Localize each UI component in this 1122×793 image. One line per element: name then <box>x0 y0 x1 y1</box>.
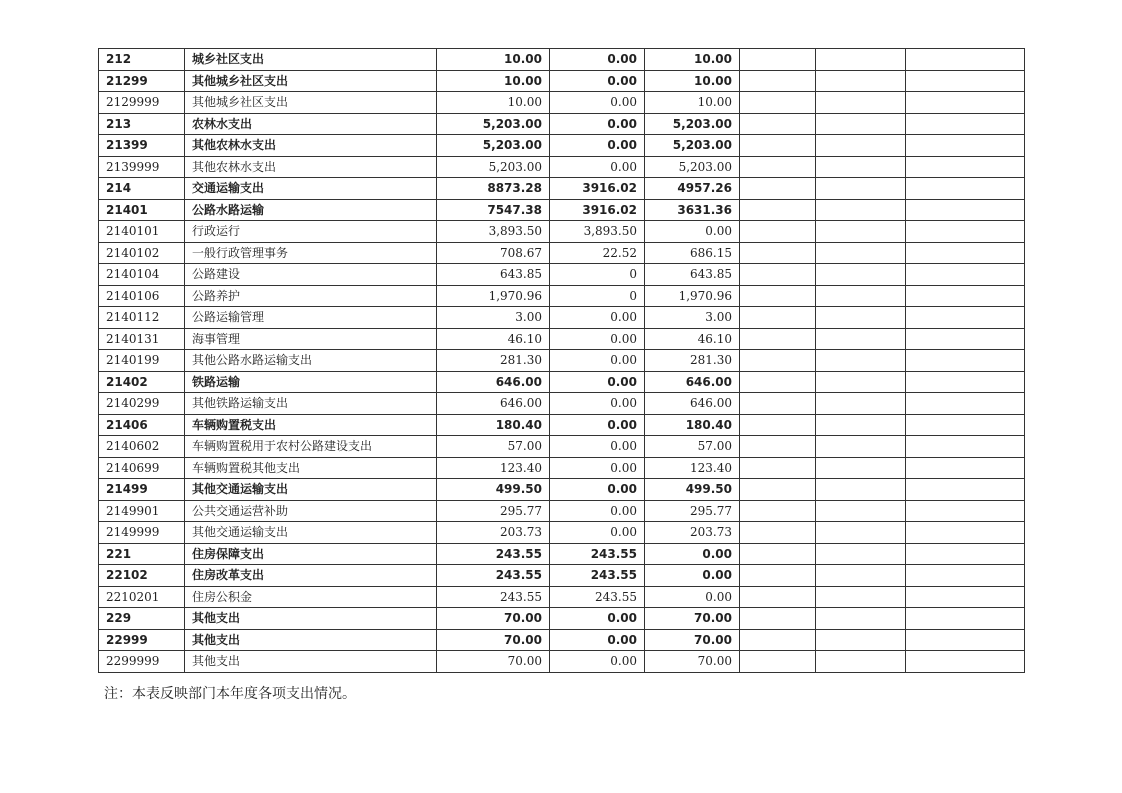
empty-cell-2 <box>816 651 906 673</box>
name-cell: 城乡社区支出 <box>185 49 437 71</box>
project-cell: 646.00 <box>645 371 740 393</box>
total-cell: 646.00 <box>437 371 550 393</box>
code-cell: 2140602 <box>99 436 185 458</box>
basic-cell: 0.00 <box>550 608 645 630</box>
project-cell: 686.15 <box>645 242 740 264</box>
empty-cell-2 <box>816 92 906 114</box>
empty-cell-1 <box>740 565 816 587</box>
project-cell: 0.00 <box>645 565 740 587</box>
table-row <box>99 350 1025 372</box>
table-row <box>99 156 1025 178</box>
total-cell: 8873.28 <box>437 178 550 200</box>
basic-cell: 3916.02 <box>550 178 645 200</box>
project-cell: 123.40 <box>645 457 740 479</box>
basic-cell: 3916.02 <box>550 199 645 221</box>
empty-cell-3 <box>906 565 1025 587</box>
basic-cell: 0.00 <box>550 307 645 329</box>
code-cell: 2210201 <box>99 586 185 608</box>
code-cell: 229 <box>99 608 185 630</box>
table-note: 注：本表反映部门本年度各项支出情况。 <box>104 686 356 702</box>
empty-cell-1 <box>740 500 816 522</box>
name-cell: 铁路运输 <box>185 371 437 393</box>
project-cell: 295.77 <box>645 500 740 522</box>
empty-cell-3 <box>906 543 1025 565</box>
name-cell: 车辆购置税支出 <box>185 414 437 436</box>
empty-cell-3 <box>906 92 1025 114</box>
empty-cell-1 <box>740 608 816 630</box>
empty-cell-2 <box>816 328 906 350</box>
project-cell: 57.00 <box>645 436 740 458</box>
total-cell: 5,203.00 <box>437 113 550 135</box>
name-cell: 行政运行 <box>185 221 437 243</box>
empty-cell-1 <box>740 350 816 372</box>
total-cell: 499.50 <box>437 479 550 501</box>
project-cell: 10.00 <box>645 92 740 114</box>
name-cell: 其他城乡社区支出 <box>185 92 437 114</box>
empty-cell-3 <box>906 285 1025 307</box>
project-cell: 3631.36 <box>645 199 740 221</box>
empty-cell-1 <box>740 328 816 350</box>
project-cell: 646.00 <box>645 393 740 415</box>
empty-cell-2 <box>816 113 906 135</box>
total-cell: 643.85 <box>437 264 550 286</box>
name-cell: 其他农林水支出 <box>185 156 437 178</box>
project-cell: 180.40 <box>645 414 740 436</box>
empty-cell-2 <box>816 436 906 458</box>
empty-cell-3 <box>906 651 1025 673</box>
table-row <box>99 629 1025 651</box>
empty-cell-3 <box>906 457 1025 479</box>
name-cell: 其他支出 <box>185 608 437 630</box>
empty-cell-1 <box>740 436 816 458</box>
table-row <box>99 586 1025 608</box>
empty-cell-1 <box>740 285 816 307</box>
table-row <box>99 651 1025 673</box>
empty-cell-3 <box>906 436 1025 458</box>
basic-cell: 0 <box>550 264 645 286</box>
table-row <box>99 543 1025 565</box>
table-row <box>99 70 1025 92</box>
total-cell: 10.00 <box>437 70 550 92</box>
project-cell: 203.73 <box>645 522 740 544</box>
name-cell: 公路养护 <box>185 285 437 307</box>
empty-cell-2 <box>816 522 906 544</box>
empty-cell-2 <box>816 350 906 372</box>
total-cell: 70.00 <box>437 608 550 630</box>
project-cell: 0.00 <box>645 586 740 608</box>
name-cell: 海事管理 <box>185 328 437 350</box>
basic-cell: 0.00 <box>550 457 645 479</box>
empty-cell-1 <box>740 457 816 479</box>
empty-cell-2 <box>816 221 906 243</box>
total-cell: 10.00 <box>437 92 550 114</box>
project-cell: 281.30 <box>645 350 740 372</box>
name-cell: 其他铁路运输支出 <box>185 393 437 415</box>
name-cell: 农林水支出 <box>185 113 437 135</box>
empty-cell-1 <box>740 92 816 114</box>
empty-cell-3 <box>906 393 1025 415</box>
empty-cell-3 <box>906 135 1025 157</box>
basic-cell: 0.00 <box>550 651 645 673</box>
empty-cell-3 <box>906 307 1025 329</box>
total-cell: 5,203.00 <box>437 135 550 157</box>
name-cell: 其他公路水路运输支出 <box>185 350 437 372</box>
code-cell: 2140102 <box>99 242 185 264</box>
empty-cell-3 <box>906 178 1025 200</box>
basic-cell: 0.00 <box>550 350 645 372</box>
empty-cell-2 <box>816 414 906 436</box>
empty-cell-2 <box>816 156 906 178</box>
empty-cell-3 <box>906 522 1025 544</box>
total-cell: 243.55 <box>437 565 550 587</box>
name-cell: 住房保障支出 <box>185 543 437 565</box>
table-row <box>99 457 1025 479</box>
table-row <box>99 500 1025 522</box>
project-cell: 10.00 <box>645 70 740 92</box>
code-cell: 2149901 <box>99 500 185 522</box>
total-cell: 123.40 <box>437 457 550 479</box>
empty-cell-3 <box>906 479 1025 501</box>
table-row <box>99 113 1025 135</box>
code-cell: 2140131 <box>99 328 185 350</box>
total-cell: 70.00 <box>437 629 550 651</box>
empty-cell-2 <box>816 307 906 329</box>
name-cell: 公路水路运输 <box>185 199 437 221</box>
code-cell: 22999 <box>99 629 185 651</box>
code-cell: 2140101 <box>99 221 185 243</box>
empty-cell-3 <box>906 500 1025 522</box>
basic-cell: 0.00 <box>550 522 645 544</box>
table-row <box>99 49 1025 71</box>
total-cell: 243.55 <box>437 543 550 565</box>
project-cell: 70.00 <box>645 629 740 651</box>
project-cell: 46.10 <box>645 328 740 350</box>
empty-cell-2 <box>816 135 906 157</box>
empty-cell-2 <box>816 242 906 264</box>
basic-cell: 0.00 <box>550 436 645 458</box>
empty-cell-3 <box>906 70 1025 92</box>
project-cell: 5,203.00 <box>645 113 740 135</box>
table-row <box>99 522 1025 544</box>
table-row <box>99 608 1025 630</box>
empty-cell-3 <box>906 629 1025 651</box>
table-row <box>99 328 1025 350</box>
table-row <box>99 393 1025 415</box>
empty-cell-1 <box>740 307 816 329</box>
table-row <box>99 242 1025 264</box>
empty-cell-2 <box>816 457 906 479</box>
basic-cell: 0.00 <box>550 629 645 651</box>
basic-cell: 0.00 <box>550 479 645 501</box>
empty-cell-2 <box>816 479 906 501</box>
empty-cell-2 <box>816 543 906 565</box>
name-cell: 一般行政管理事务 <box>185 242 437 264</box>
empty-cell-1 <box>740 113 816 135</box>
empty-cell-3 <box>906 264 1025 286</box>
empty-cell-3 <box>906 156 1025 178</box>
project-cell: 0.00 <box>645 543 740 565</box>
total-cell: 180.40 <box>437 414 550 436</box>
project-cell: 70.00 <box>645 608 740 630</box>
total-cell: 70.00 <box>437 651 550 673</box>
empty-cell-2 <box>816 70 906 92</box>
project-cell: 0.00 <box>645 221 740 243</box>
basic-cell: 0.00 <box>550 371 645 393</box>
empty-cell-1 <box>740 199 816 221</box>
basic-cell: 3,893.50 <box>550 221 645 243</box>
basic-cell: 0.00 <box>550 70 645 92</box>
basic-cell: 0.00 <box>550 500 645 522</box>
name-cell: 其他农林水支出 <box>185 135 437 157</box>
empty-cell-1 <box>740 156 816 178</box>
basic-cell: 243.55 <box>550 543 645 565</box>
table-row <box>99 92 1025 114</box>
basic-cell: 243.55 <box>550 586 645 608</box>
total-cell: 295.77 <box>437 500 550 522</box>
empty-cell-3 <box>906 113 1025 135</box>
empty-cell-2 <box>816 629 906 651</box>
code-cell: 2140112 <box>99 307 185 329</box>
table-row <box>99 479 1025 501</box>
total-cell: 3.00 <box>437 307 550 329</box>
project-cell: 3.00 <box>645 307 740 329</box>
empty-cell-2 <box>816 586 906 608</box>
empty-cell-3 <box>906 371 1025 393</box>
empty-cell-1 <box>740 135 816 157</box>
table-row <box>99 178 1025 200</box>
code-cell: 2139999 <box>99 156 185 178</box>
table-row <box>99 436 1025 458</box>
empty-cell-3 <box>906 328 1025 350</box>
empty-cell-2 <box>816 371 906 393</box>
project-cell: 4957.26 <box>645 178 740 200</box>
table-row <box>99 307 1025 329</box>
basic-cell: 0.00 <box>550 393 645 415</box>
project-cell: 1,970.96 <box>645 285 740 307</box>
code-cell: 2140699 <box>99 457 185 479</box>
code-cell: 213 <box>99 113 185 135</box>
name-cell: 住房改革支出 <box>185 565 437 587</box>
name-cell: 车辆购置税用于农村公路建设支出 <box>185 436 437 458</box>
code-cell: 21406 <box>99 414 185 436</box>
project-cell: 5,203.00 <box>645 156 740 178</box>
empty-cell-2 <box>816 199 906 221</box>
empty-cell-1 <box>740 651 816 673</box>
total-cell: 5,203.00 <box>437 156 550 178</box>
empty-cell-1 <box>740 178 816 200</box>
empty-cell-1 <box>740 543 816 565</box>
total-cell: 1,970.96 <box>437 285 550 307</box>
empty-cell-1 <box>740 221 816 243</box>
table-row <box>99 565 1025 587</box>
table-row <box>99 264 1025 286</box>
empty-cell-3 <box>906 242 1025 264</box>
empty-cell-1 <box>740 629 816 651</box>
table-body <box>99 49 1025 673</box>
empty-cell-2 <box>816 285 906 307</box>
name-cell: 车辆购置税其他支出 <box>185 457 437 479</box>
basic-cell: 22.52 <box>550 242 645 264</box>
empty-cell-3 <box>906 350 1025 372</box>
total-cell: 646.00 <box>437 393 550 415</box>
project-cell: 499.50 <box>645 479 740 501</box>
basic-cell: 243.55 <box>550 565 645 587</box>
empty-cell-2 <box>816 565 906 587</box>
table-row <box>99 371 1025 393</box>
code-cell: 22102 <box>99 565 185 587</box>
basic-cell: 0.00 <box>550 414 645 436</box>
project-cell: 5,203.00 <box>645 135 740 157</box>
empty-cell-1 <box>740 70 816 92</box>
table-row <box>99 414 1025 436</box>
empty-cell-2 <box>816 500 906 522</box>
basic-cell: 0 <box>550 285 645 307</box>
basic-cell: 0.00 <box>550 328 645 350</box>
name-cell: 其他交通运输支出 <box>185 522 437 544</box>
code-cell: 2299999 <box>99 651 185 673</box>
name-cell: 其他交通运输支出 <box>185 479 437 501</box>
table-row <box>99 221 1025 243</box>
empty-cell-1 <box>740 264 816 286</box>
empty-cell-3 <box>906 414 1025 436</box>
total-cell: 203.73 <box>437 522 550 544</box>
empty-cell-2 <box>816 608 906 630</box>
name-cell: 其他支出 <box>185 629 437 651</box>
empty-cell-2 <box>816 49 906 71</box>
empty-cell-1 <box>740 414 816 436</box>
code-cell: 2140104 <box>99 264 185 286</box>
basic-cell: 0.00 <box>550 156 645 178</box>
code-cell: 212 <box>99 49 185 71</box>
total-cell: 281.30 <box>437 350 550 372</box>
name-cell: 住房公积金 <box>185 586 437 608</box>
project-cell: 10.00 <box>645 49 740 71</box>
total-cell: 46.10 <box>437 328 550 350</box>
name-cell: 公路运输管理 <box>185 307 437 329</box>
empty-cell-3 <box>906 608 1025 630</box>
basic-cell: 0.00 <box>550 135 645 157</box>
empty-cell-2 <box>816 264 906 286</box>
code-cell: 2140199 <box>99 350 185 372</box>
code-cell: 221 <box>99 543 185 565</box>
code-cell: 2129999 <box>99 92 185 114</box>
empty-cell-1 <box>740 522 816 544</box>
code-cell: 2140299 <box>99 393 185 415</box>
name-cell: 其他支出 <box>185 651 437 673</box>
empty-cell-3 <box>906 586 1025 608</box>
total-cell: 3,893.50 <box>437 221 550 243</box>
total-cell: 10.00 <box>437 49 550 71</box>
basic-cell: 0.00 <box>550 113 645 135</box>
empty-cell-2 <box>816 178 906 200</box>
empty-cell-2 <box>816 393 906 415</box>
name-cell: 其他城乡社区支出 <box>185 70 437 92</box>
empty-cell-3 <box>906 199 1025 221</box>
empty-cell-3 <box>906 49 1025 71</box>
code-cell: 21401 <box>99 199 185 221</box>
empty-cell-1 <box>740 393 816 415</box>
code-cell: 21399 <box>99 135 185 157</box>
project-cell: 643.85 <box>645 264 740 286</box>
total-cell: 57.00 <box>437 436 550 458</box>
empty-cell-3 <box>906 221 1025 243</box>
code-cell: 214 <box>99 178 185 200</box>
empty-cell-1 <box>740 479 816 501</box>
empty-cell-1 <box>740 242 816 264</box>
code-cell: 2140106 <box>99 285 185 307</box>
table-row <box>99 199 1025 221</box>
basic-cell: 0.00 <box>550 92 645 114</box>
name-cell: 公共交通运营补助 <box>185 500 437 522</box>
code-cell: 21299 <box>99 70 185 92</box>
code-cell: 21499 <box>99 479 185 501</box>
total-cell: 243.55 <box>437 586 550 608</box>
project-cell: 70.00 <box>645 651 740 673</box>
empty-cell-1 <box>740 49 816 71</box>
expenditure-table <box>98 48 1025 673</box>
code-cell: 2149999 <box>99 522 185 544</box>
table-row <box>99 285 1025 307</box>
name-cell: 公路建设 <box>185 264 437 286</box>
empty-cell-1 <box>740 371 816 393</box>
total-cell: 7547.38 <box>437 199 550 221</box>
code-cell: 21402 <box>99 371 185 393</box>
total-cell: 708.67 <box>437 242 550 264</box>
name-cell: 交通运输支出 <box>185 178 437 200</box>
empty-cell-1 <box>740 586 816 608</box>
table-row <box>99 135 1025 157</box>
basic-cell: 0.00 <box>550 49 645 71</box>
